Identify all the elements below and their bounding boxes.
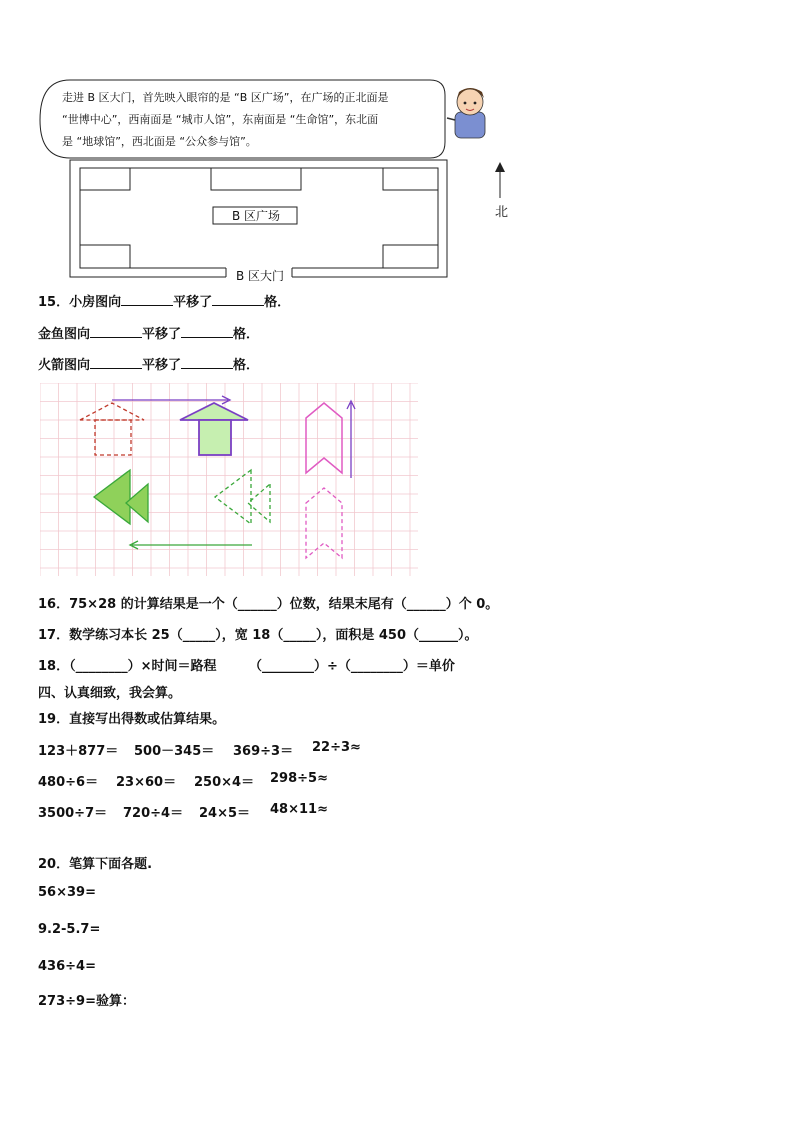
speech-line-3: 是 “地球馆”，西北面是 “公众参与馆”。 — [62, 135, 257, 148]
q17-text: 17．数学练习本长 25（_____），宽 18（_____），面积是 450（______）。 — [38, 628, 478, 643]
q20-title: 20．笔算下面各题. — [38, 857, 153, 872]
q19-r1c4: 22÷3≈ — [312, 740, 361, 755]
q19-r3c2: 720÷4＝ — [123, 806, 184, 821]
q19-r3c3: 24×5＝ — [199, 806, 251, 821]
answer-blank[interactable] — [212, 293, 264, 306]
q15-line-1: 15．小房图向 平移了 格． — [38, 295, 291, 310]
plaza-label: B 区广场 — [232, 209, 281, 223]
building-se — [383, 245, 438, 268]
q19-r1c2: 500－345＝ — [134, 744, 215, 759]
teacher-figure-icon — [447, 88, 485, 138]
q19-r1c1: 123＋877＝ — [38, 744, 119, 759]
rocket-solid-icon — [306, 403, 342, 473]
rocket-dashed-icon — [306, 488, 342, 558]
q15-line-3: 火箭图向 平移了 格． — [38, 358, 260, 373]
q19-title: 19．直接写出得数或估算结果。 — [38, 712, 226, 727]
q19-r2c1: 480÷6＝ — [38, 775, 99, 790]
north-arrow-icon — [495, 162, 505, 198]
q20-item-2: 9.2-5.7= — [38, 922, 101, 937]
answer-blank[interactable] — [121, 293, 173, 306]
q15-line-2: 金鱼图向 平移了 格． — [38, 327, 260, 342]
answer-blank[interactable] — [90, 356, 142, 369]
house-solid-icon — [180, 403, 248, 455]
building-n — [211, 168, 301, 190]
q18-text: 18．（________）×时间＝路程 （________）÷（________）＝单价 — [38, 659, 455, 674]
fish-solid-icon — [94, 470, 148, 524]
answer-blank[interactable] — [181, 356, 233, 369]
speech-line-1: 走进 B 区大门，首先映入眼帘的是 “B 区广场”，在广场的正北面是 — [62, 91, 389, 104]
speech-line-2: “世博中心”，西南面是 “城市人馆”，东南面是 “生命馆”，东北面 — [62, 113, 379, 126]
house-arrow-icon — [112, 396, 230, 404]
gate-label: B 区大门 — [236, 269, 285, 283]
fish-arrow-icon — [130, 541, 252, 549]
answer-blank[interactable] — [181, 325, 233, 338]
q19-r2c3: 250×4＝ — [194, 775, 255, 790]
q16-text: 16．75×28 的计算结果是一个（______）位数，结果末尾有（______）个 0。 — [38, 597, 499, 612]
q19-r1c3: 369÷3＝ — [233, 744, 294, 759]
answer-blank[interactable] — [90, 325, 142, 338]
building-sw — [80, 245, 130, 268]
q19-r2c2: 23×60＝ — [116, 775, 177, 790]
q19-r3c4: 48×11≈ — [270, 802, 328, 817]
q20-item-1: 56×39= — [38, 885, 96, 900]
q19-r3c1: 3500÷7＝ — [38, 806, 108, 821]
house-dashed-icon — [80, 403, 144, 455]
section-4-heading: 四、认真细致，我会算。 — [38, 686, 182, 701]
q20-item-3: 436÷4= — [38, 959, 96, 974]
building-ne — [383, 168, 438, 190]
building-nw — [80, 168, 130, 190]
rocket-arrow-icon — [347, 401, 355, 478]
north-label: 北 — [495, 205, 509, 220]
q19-r2c4: 298÷5≈ — [270, 771, 328, 786]
q20-item-4: 273÷9=验算： — [38, 994, 135, 1009]
translation-grid-figure — [40, 383, 418, 576]
